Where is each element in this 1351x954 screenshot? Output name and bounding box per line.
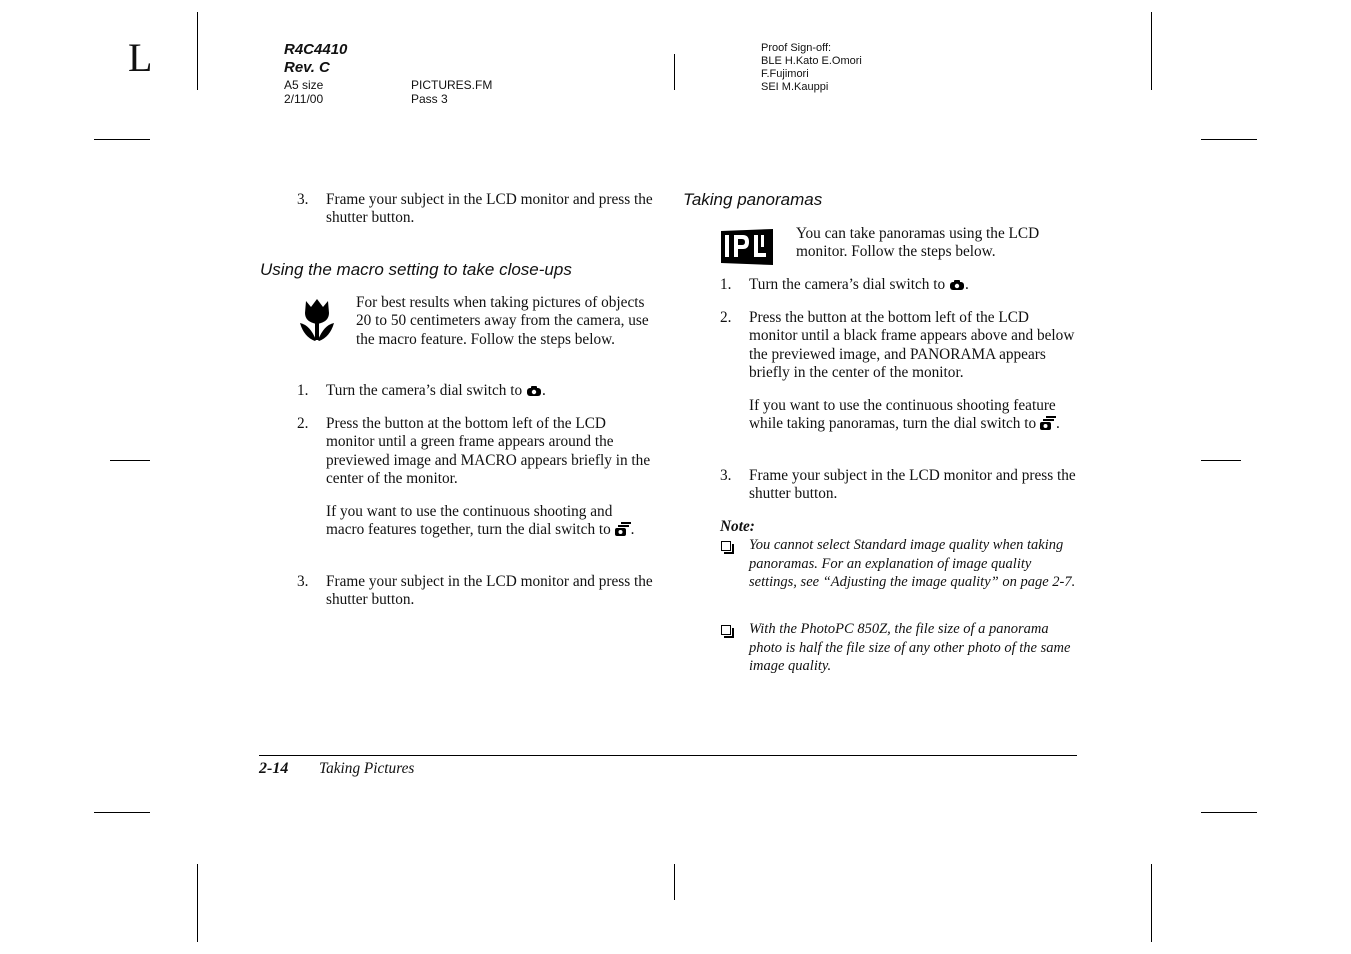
pass: Pass 3 xyxy=(411,92,448,106)
step-text: Press the button at the bottom left of the LCD monitor until a green frame appears around the previewed image and MACRO appears briefly in the center of the monitor. xyxy=(326,415,651,488)
step-text: Frame your subject in the LCD monitor and press the shutter button. xyxy=(326,191,653,227)
crop-mark xyxy=(94,139,150,140)
crop-mark xyxy=(1201,139,1257,140)
step-number: 2. xyxy=(720,309,732,326)
step-text-part: Turn the camera’s dial switch to xyxy=(326,382,523,399)
crop-mark xyxy=(1201,460,1241,461)
step-extra-end: . xyxy=(1056,415,1060,433)
crop-mark xyxy=(1201,812,1257,813)
crop-mark xyxy=(674,864,675,900)
step-extra-end: . xyxy=(630,521,635,539)
signoff-line: Proof Sign-off: xyxy=(761,42,832,54)
step-extra-text xyxy=(326,503,648,540)
step-text: Frame your subject in the LCD monitor and press the shutter button. xyxy=(326,573,653,609)
signoff-line: BLE H.Kato E.Omori xyxy=(761,55,862,67)
step-text-part: Turn the camera’s dial switch to xyxy=(749,276,946,293)
chapter-title: Taking Pictures xyxy=(319,760,415,777)
continuous-shooting-icon xyxy=(1040,416,1056,430)
step-number: 3. xyxy=(297,573,309,590)
macro-tulip-icon xyxy=(298,297,336,343)
macro-intro-text: For best results when taking pictures of objects 20 to 50 centimeters away from the camera, use the macro feature. Follow the steps below. xyxy=(356,294,649,348)
continuous-shooting-icon xyxy=(615,522,631,536)
signoff-line: SEI M.Kauppi xyxy=(761,81,829,93)
corner-letter: L xyxy=(128,35,153,80)
doc-code: R4C4410 xyxy=(284,41,348,58)
panorama-intro-text: You can take panoramas using the LCD monitor. Follow the steps below. xyxy=(796,225,1040,261)
step-number: 1. xyxy=(720,276,732,293)
page-size: A5 size xyxy=(284,78,324,92)
checkbox-bullet-icon xyxy=(721,625,731,635)
crop-mark xyxy=(674,54,675,90)
camera-mode-icon xyxy=(526,385,542,397)
step-number: 2. xyxy=(297,415,309,432)
checkbox-bullet-icon xyxy=(721,541,731,551)
step-number: 3. xyxy=(720,467,732,484)
footer-rule xyxy=(259,755,1077,756)
step-number: 1. xyxy=(297,382,309,399)
crop-mark xyxy=(197,864,198,942)
revision: Rev. C xyxy=(284,59,330,76)
camera-mode-icon xyxy=(949,279,965,291)
signoff-block xyxy=(761,42,862,94)
signoff-line: F.Fujimori xyxy=(761,68,809,80)
note-item: With the PhotoPC 850Z, the file size of a panorama photo is half the file size of any other photo of the same image quality. xyxy=(749,621,1071,675)
page-number: 2-14 xyxy=(259,760,289,777)
step-number: 3. xyxy=(297,191,309,208)
note-item: You cannot select Standard image quality when taking panoramas. For an explanation of image quality settings, see “Adjusting the image quality” on page 2-7. xyxy=(749,537,1076,591)
note-label: Note: xyxy=(720,518,755,535)
step-extra-part: If you want to use the continuous shooting feature while taking panoramas, turn the dial switch to xyxy=(749,397,1056,433)
crop-mark xyxy=(1151,864,1152,942)
section-heading-panorama: Taking panoramas xyxy=(683,190,823,209)
step-text-end: . xyxy=(964,276,969,293)
step-text: Press the button at the bottom left of the LCD monitor until a black frame appears above and below the previewed image, and PANORAMA appears briefly in the center of the monitor. xyxy=(749,309,1075,382)
section-heading-macro: Using the macro setting to take close-ups xyxy=(260,260,572,279)
file-name: PICTURES.FM xyxy=(411,78,493,92)
panorama-icon xyxy=(721,229,773,265)
crop-mark xyxy=(94,812,150,813)
date: 2/11/00 xyxy=(284,92,324,106)
step-text-end: . xyxy=(541,382,546,399)
step-extra-text xyxy=(749,397,1067,434)
step-text: Frame your subject in the LCD monitor and press the shutter button. xyxy=(749,467,1076,503)
crop-mark xyxy=(110,460,150,461)
crop-mark xyxy=(197,12,198,90)
crop-mark xyxy=(1151,12,1152,90)
step-text xyxy=(326,382,656,400)
step-extra-part: If you want to use the continuous shooting and macro features together, turn the dial switch to xyxy=(326,503,613,539)
step-text xyxy=(749,276,1079,294)
